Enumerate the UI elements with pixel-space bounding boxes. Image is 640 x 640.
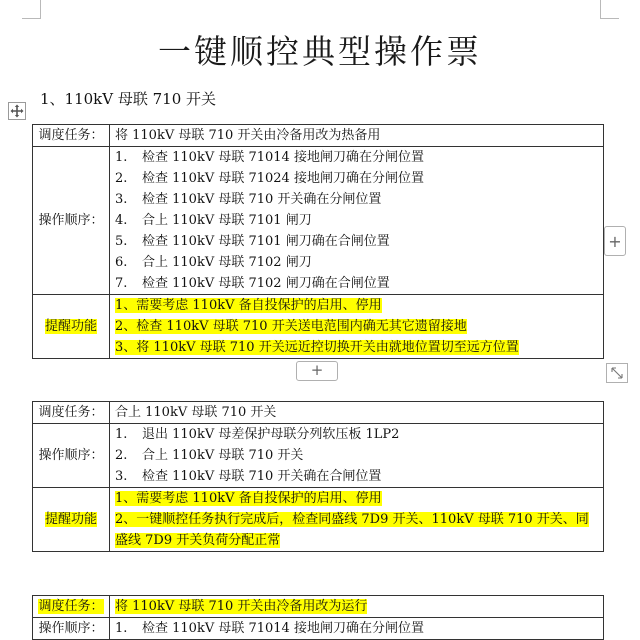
operation-ticket-table-3 xyxy=(32,595,604,640)
task-row xyxy=(33,125,604,147)
steps-list xyxy=(110,147,604,295)
reminder-item: 3、将 110kV 母联 710 开关远近控切换开关由就地位置切至远方位置 xyxy=(115,340,519,355)
operation-ticket-table-2 xyxy=(32,401,604,552)
page-corner-marker-right xyxy=(600,0,619,19)
steps-list xyxy=(110,424,604,488)
reminder-row xyxy=(33,488,604,552)
task-value: 合上 110kV 母联 710 开关 xyxy=(110,402,604,424)
reminder-list xyxy=(110,488,604,552)
step-item: 1. 检查 110kV 母联 71014 接地闸刀确在分闸位置 xyxy=(115,621,424,636)
step-item: 7. 检查 110kV 母联 7102 闸刀确在合闸位置 xyxy=(115,276,390,291)
reminder-item: 1、需要考虑 110kV 备自投保护的启用、停用 xyxy=(115,298,382,313)
reminder-label: 提醒功能 xyxy=(33,488,110,552)
move-arrows-icon xyxy=(10,104,24,118)
sequence-label: 操作顺序： xyxy=(33,147,110,295)
page-corner-marker-left xyxy=(22,0,41,19)
reminder-item: 2、一键顺控任务执行完成后，检查同盛线 7D9 开关、110kV 母联 710 开关、同盛线 7D9 开关负荷分配正常 xyxy=(115,512,589,548)
step-item: 6. 合上 110kV 母联 7102 闸刀 xyxy=(115,255,312,270)
task-label: 调度任务： xyxy=(33,596,110,618)
reminder-row xyxy=(33,295,604,359)
step-item: 2. 合上 110kV 母联 710 开关 xyxy=(115,448,304,463)
step-item: 1. 退出 110kV 母差保护母联分列软压板 1LP2 xyxy=(115,427,400,442)
sequence-label: 操作顺序： xyxy=(33,424,110,488)
task-value: 将 110kV 母联 710 开关由冷备用改为运行 xyxy=(110,596,604,618)
add-column-button[interactable]: + xyxy=(604,226,626,256)
table-resize-handle-icon[interactable] xyxy=(606,363,628,383)
steps-list xyxy=(110,618,604,640)
table-move-handle-icon[interactable] xyxy=(8,102,26,120)
reminder-label: 提醒功能 xyxy=(33,295,110,359)
reminder-list xyxy=(110,295,604,359)
step-item: 1. 检查 110kV 母联 71014 接地闸刀确在分闸位置 xyxy=(115,150,424,165)
section-heading: 1、110kV 母联 710 开关 xyxy=(40,90,217,108)
steps-row xyxy=(33,147,604,295)
document-title: 一键顺控典型操作票 xyxy=(158,32,482,71)
sequence-label: 操作顺序： xyxy=(33,618,110,640)
task-label: 调度任务： xyxy=(33,402,110,424)
operation-ticket-table-1 xyxy=(32,124,604,359)
resize-arrows-icon xyxy=(607,364,627,382)
task-value: 将 110kV 母联 710 开关由冷备用改为热备用 xyxy=(110,125,604,147)
reminder-item: 1、需要考虑 110kV 备自投保护的启用、停用 xyxy=(115,491,382,506)
task-label: 调度任务： xyxy=(33,125,110,147)
steps-row xyxy=(33,424,604,488)
step-item: 3. 检查 110kV 母联 710 开关确在合闸位置 xyxy=(115,469,382,484)
step-item: 5. 检查 110kV 母联 7101 闸刀确在合闸位置 xyxy=(115,234,390,249)
task-row xyxy=(33,596,604,618)
steps-row xyxy=(33,618,604,640)
task-row xyxy=(33,402,604,424)
step-item: 4. 合上 110kV 母联 7101 闸刀 xyxy=(115,213,312,228)
step-item: 3. 检查 110kV 母联 710 开关确在分闸位置 xyxy=(115,192,382,207)
add-row-button[interactable]: + xyxy=(296,361,338,381)
step-item: 2. 检查 110kV 母联 71024 接地闸刀确在分闸位置 xyxy=(115,171,424,186)
reminder-item: 2、检查 110kV 母联 710 开关送电范围内确无其它遗留接地 xyxy=(115,319,467,334)
